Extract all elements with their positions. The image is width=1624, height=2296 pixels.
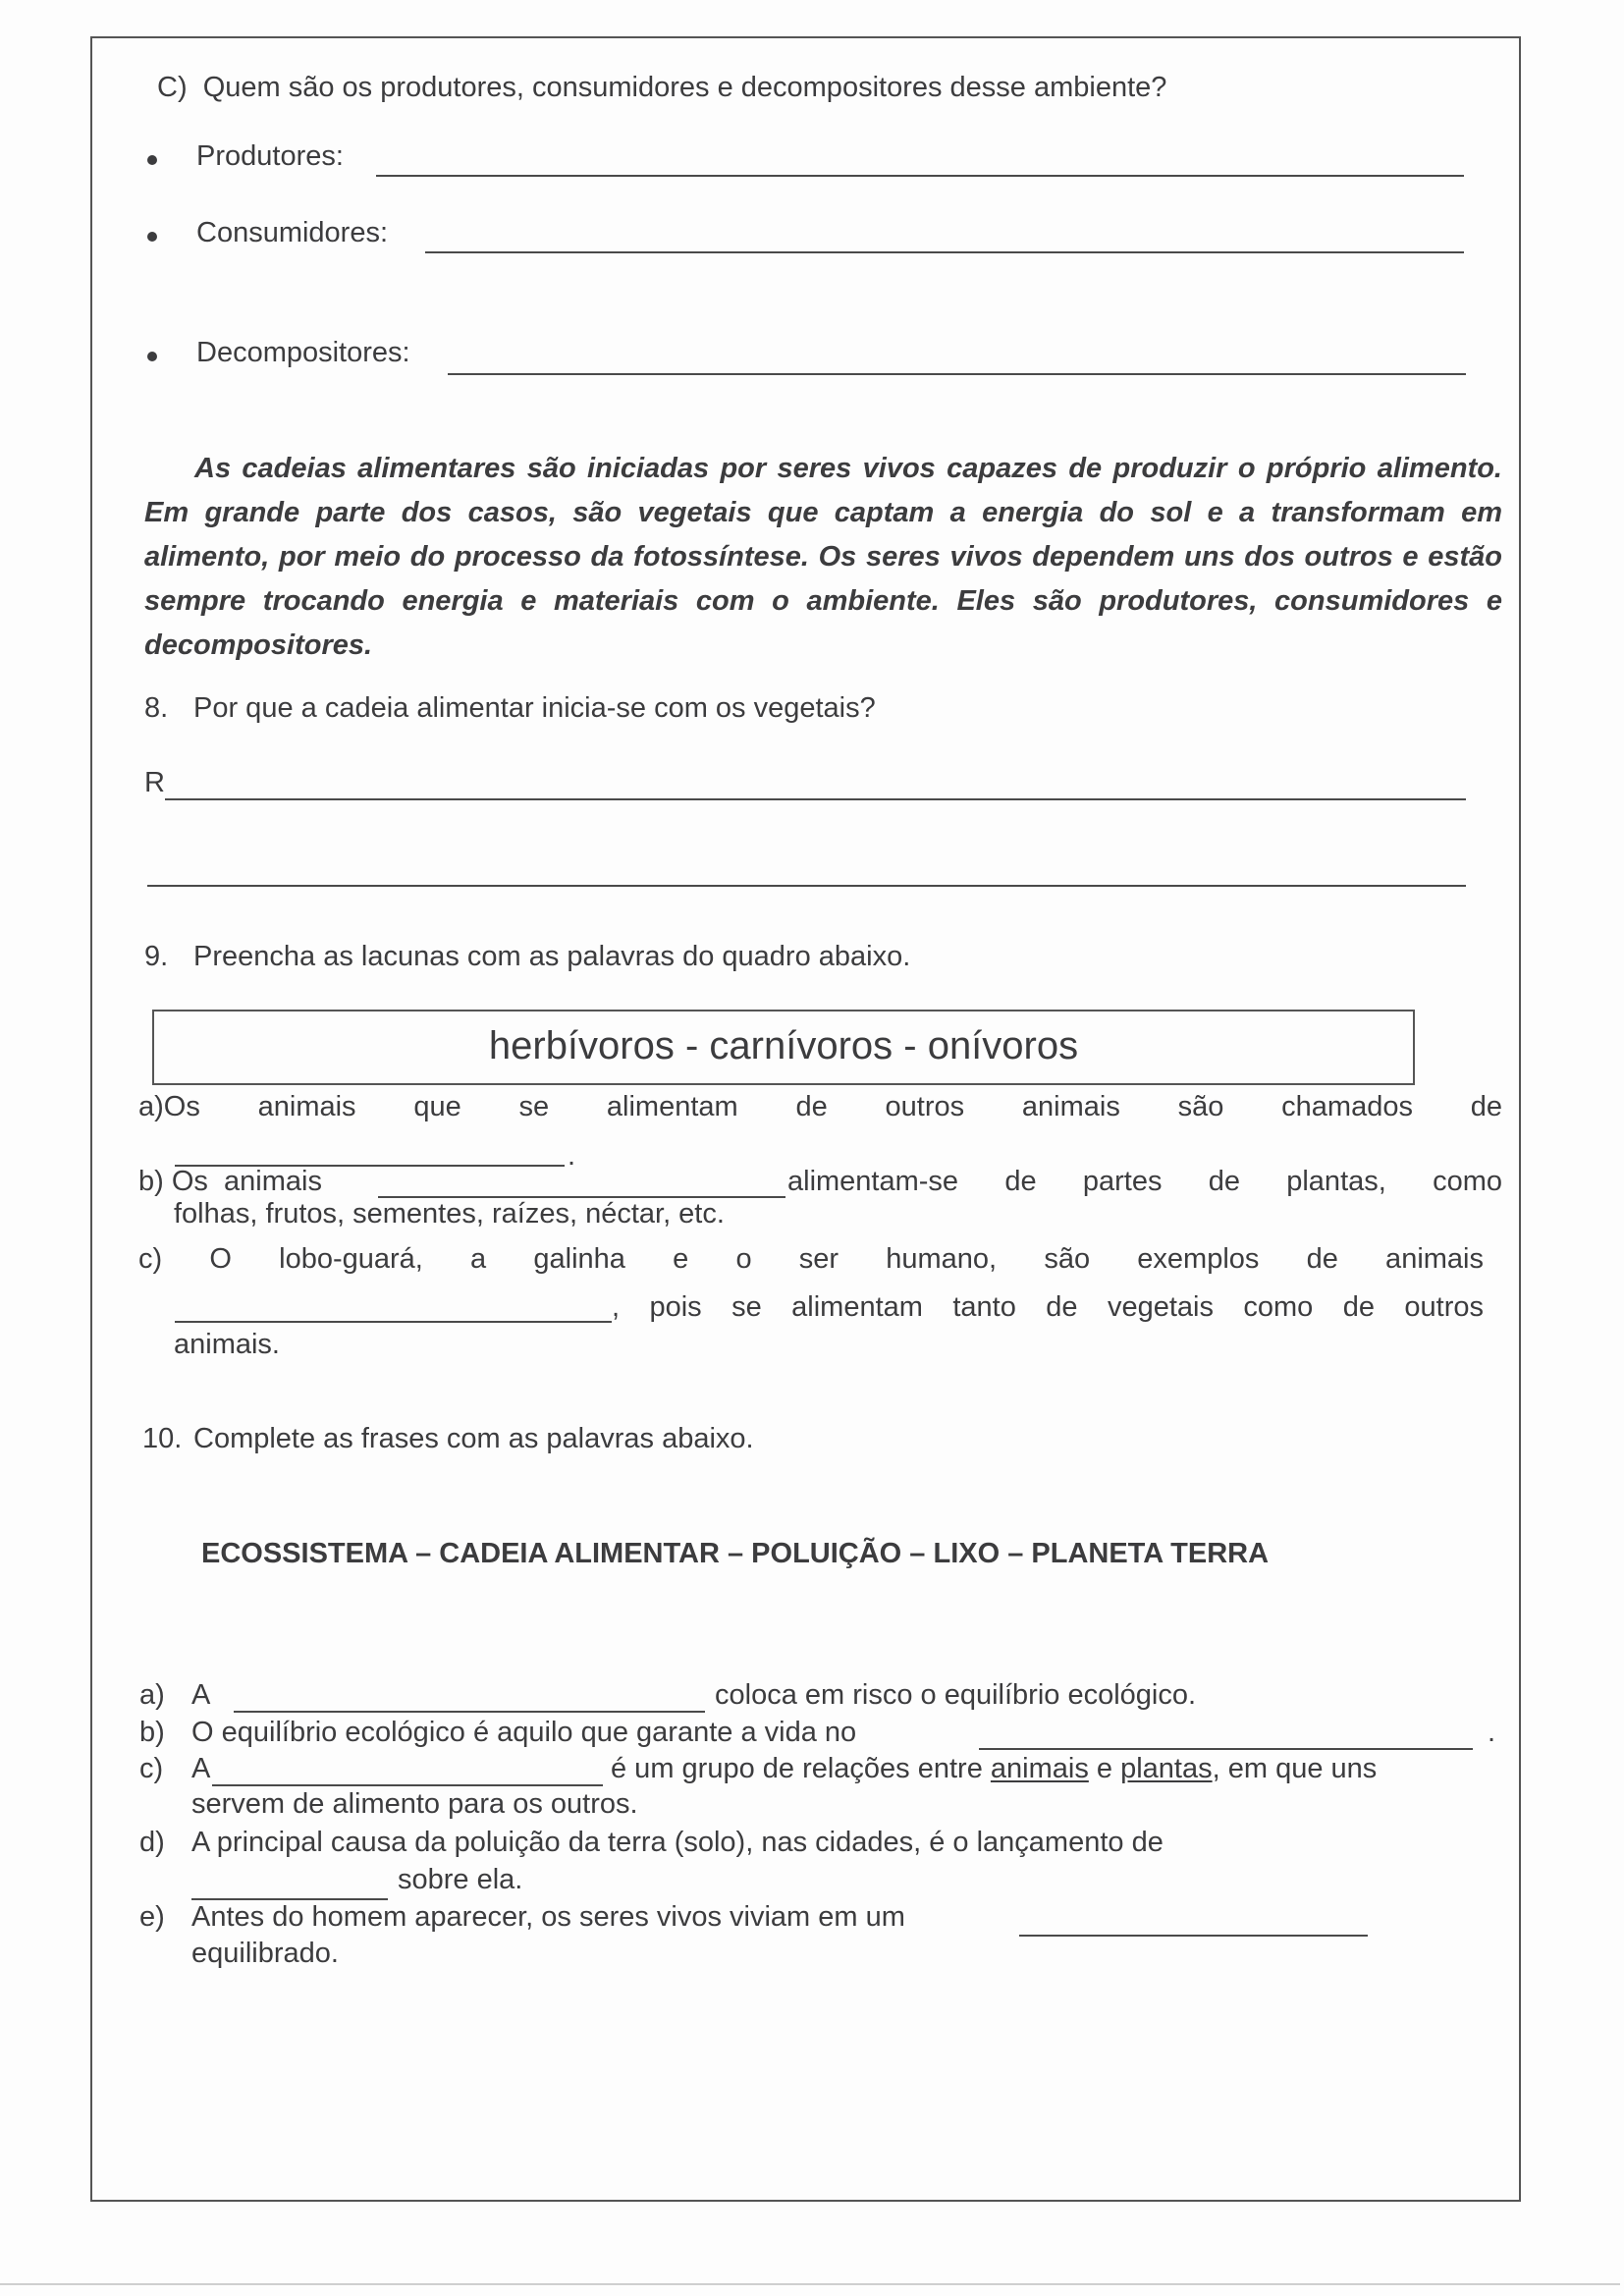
q10-b-blank[interactable] <box>979 1748 1473 1750</box>
q9-a-end: . <box>568 1140 576 1172</box>
bullet-icon <box>147 352 157 361</box>
q10-b-post: . <box>1488 1717 1496 1748</box>
q8-answer-line-1[interactable] <box>165 798 1466 800</box>
producers-answer-line[interactable] <box>376 175 1464 177</box>
q9-c-blank[interactable] <box>175 1321 612 1323</box>
q9-c-line1: c) O lobo-guará, a galinha e o ser humano, são exemplos de animais <box>138 1243 1484 1275</box>
consumers-answer-line[interactable] <box>425 251 1464 253</box>
underlined-word-animais: animais <box>990 1753 1089 1784</box>
q10-c-blank[interactable] <box>212 1784 603 1786</box>
producers-label: Produtores: <box>196 140 344 172</box>
q10-c-post <box>611 1752 1377 1785</box>
q10-d-label: d) <box>139 1827 165 1858</box>
q8-question: Por que a cadeia alimentar inicia-se com os vegetais? <box>193 692 876 724</box>
scan-edge <box>0 2283 1620 2285</box>
q9-b-label: b) Os animais <box>138 1166 322 1197</box>
q9-a-line1: a)Os animais que se alimentam de outros animais são chamados de <box>138 1091 1502 1122</box>
word-box-text: herbívoros - carnívoros - onívoros <box>488 1024 1079 1067</box>
q10-c-label: c) <box>139 1753 164 1784</box>
info-paragraph-text: As cadeias alimentares são iniciadas por seres vivos capazes de produzir o próprio alimento. Em grande parte dos casos, são vegetais que captam a energia do sol e a transformam em alimento, por meio do processo da fotossíntese. Os seres vivos dependem uns dos outros e estão sempre trocando energia e materiais com o ambiente. Eles são produtores, consumidores e decompositores. <box>144 453 1502 661</box>
q10-c-pre: A <box>191 1753 211 1784</box>
decomposers-label: Decompositores: <box>196 337 410 368</box>
info-paragraph <box>144 447 1502 668</box>
q10-a-blank[interactable] <box>234 1711 705 1713</box>
q9-number: 9. <box>144 941 169 972</box>
q9-c-line3: animais. <box>174 1329 280 1360</box>
decomposers-answer-line[interactable] <box>448 373 1466 375</box>
q10-c-post-2: e <box>1088 1753 1121 1784</box>
q10-b-pre: O equilíbrio ecológico é aquilo que garante a vida no <box>191 1717 857 1748</box>
consumers-label: Consumidores: <box>196 217 389 248</box>
q8-answer-prefix: R <box>144 767 165 798</box>
q8-answer-line-2[interactable] <box>147 885 1466 887</box>
q10-a-label: a) <box>139 1679 165 1711</box>
q10-e-line2: equilibrado. <box>191 1938 339 1969</box>
q10-word-list: ECOSSISTEMA – CADEIA ALIMENTAR – POLUIÇÃO – LIXO – PLANETA TERRA <box>201 1538 1270 1569</box>
q10-c-post-3: , em que uns <box>1212 1753 1378 1784</box>
q10-e-pre: Antes do homem aparecer, os seres vivos viviam em um <box>191 1901 905 1933</box>
word-box <box>152 1010 1415 1085</box>
q10-b-label: b) <box>139 1717 165 1748</box>
q10-d-line1: A principal causa da poluição da terra (solo), nas cidades, é o lançamento de <box>191 1827 1164 1858</box>
underlined-word-plantas: plantas <box>1120 1753 1213 1784</box>
q10-a-pre: A <box>191 1679 211 1711</box>
question-c: C) Quem são os produtores, consumidores e decompositores desse ambiente? <box>157 72 1167 103</box>
bullet-icon <box>147 232 157 242</box>
q10-e-label: e) <box>139 1901 165 1933</box>
q9-b-rest: alimentam-se de partes de plantas, como <box>787 1166 1502 1197</box>
q8-number: 8. <box>144 692 169 724</box>
q10-c-line2: servem de alimento para os outros. <box>191 1788 638 1820</box>
q9-question: Preencha as lacunas com as palavras do quadro abaixo. <box>193 941 911 972</box>
q10-number: 10. <box>142 1423 183 1454</box>
q10-d-post: sobre ela. <box>398 1864 523 1895</box>
q9-b-line2: folhas, frutos, sementes, raízes, néctar, etc. <box>174 1198 725 1230</box>
q10-a-post: coloca em risco o equilíbrio ecológico. <box>715 1679 1197 1711</box>
q10-c-post-1: é um grupo de relações entre <box>611 1753 991 1784</box>
bullet-icon <box>147 155 157 165</box>
q9-c-rest: , pois se alimentam tanto de vegetais como de outros <box>612 1291 1484 1323</box>
q10-e-blank[interactable] <box>1019 1935 1368 1937</box>
q10-question: Complete as frases com as palavras abaixo. <box>193 1423 754 1454</box>
